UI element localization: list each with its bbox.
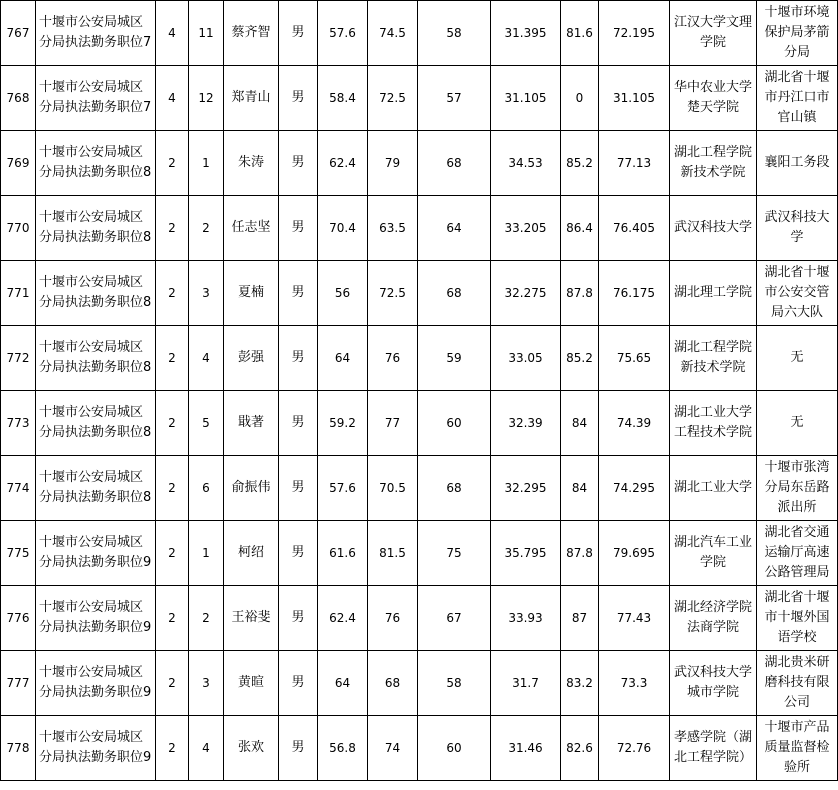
interview-score-cell: 84	[561, 391, 599, 456]
gender-cell: 男	[279, 326, 318, 391]
rank-cell: 6	[189, 456, 224, 521]
score3-cell: 68	[418, 131, 491, 196]
quota-cell: 4	[156, 66, 189, 131]
gender-cell: 男	[279, 716, 318, 781]
school-cell: 湖北工业大学	[670, 456, 757, 521]
school-cell: 湖北理工学院	[670, 261, 757, 326]
school-cell: 湖北工程学院新技术学院	[670, 326, 757, 391]
interview-score-cell: 87.8	[561, 521, 599, 586]
gender-cell: 男	[279, 586, 318, 651]
school-cell: 湖北汽车工业学院	[670, 521, 757, 586]
score3-cell: 58	[418, 1, 491, 66]
total-score-cell: 76.405	[599, 196, 670, 261]
school-cell: 华中农业大学楚天学院	[670, 66, 757, 131]
score3-cell: 59	[418, 326, 491, 391]
work-unit-cell: 无	[757, 391, 838, 456]
score3-cell: 67	[418, 586, 491, 651]
name-cell: 彭强	[224, 326, 279, 391]
table-row	[1, 391, 838, 456]
rank-cell: 12	[189, 66, 224, 131]
quota-cell: 2	[156, 716, 189, 781]
total-score-cell: 75.65	[599, 326, 670, 391]
table-row	[1, 196, 838, 261]
position-cell: 十堰市公安局城区分局执法勤务职位7	[36, 1, 156, 66]
interview-score-cell: 85.2	[561, 326, 599, 391]
quota-cell: 2	[156, 456, 189, 521]
seq-cell: 777	[1, 651, 36, 716]
gender-cell: 男	[279, 66, 318, 131]
quota-cell: 2	[156, 651, 189, 716]
written-score-cell: 31.7	[491, 651, 561, 716]
school-cell: 孝感学院（湖北工程学院）	[670, 716, 757, 781]
score1-cell: 57.6	[318, 456, 368, 521]
written-score-cell: 32.39	[491, 391, 561, 456]
seq-cell: 778	[1, 716, 36, 781]
score2-cell: 76	[368, 326, 418, 391]
rank-cell: 2	[189, 196, 224, 261]
score3-cell: 64	[418, 196, 491, 261]
score3-cell: 68	[418, 261, 491, 326]
gender-cell: 男	[279, 391, 318, 456]
school-cell: 武汉科技大学城市学院	[670, 651, 757, 716]
score3-cell: 57	[418, 66, 491, 131]
position-cell: 十堰市公安局城区分局执法勤务职位8	[36, 456, 156, 521]
table-row	[1, 131, 838, 196]
table-row	[1, 521, 838, 586]
written-score-cell: 33.93	[491, 586, 561, 651]
score2-cell: 72.5	[368, 261, 418, 326]
score2-cell: 77	[368, 391, 418, 456]
name-cell: 蔡齐智	[224, 1, 279, 66]
rank-cell: 5	[189, 391, 224, 456]
rank-cell: 2	[189, 586, 224, 651]
work-unit-cell: 湖北省十堰市丹江口市官山镇	[757, 66, 838, 131]
written-score-cell: 33.205	[491, 196, 561, 261]
interview-score-cell: 0	[561, 66, 599, 131]
written-score-cell: 32.275	[491, 261, 561, 326]
score1-cell: 64	[318, 326, 368, 391]
gender-cell: 男	[279, 131, 318, 196]
table-row	[1, 261, 838, 326]
score2-cell: 74.5	[368, 1, 418, 66]
position-cell: 十堰市公安局城区分局执法勤务职位9	[36, 586, 156, 651]
position-cell: 十堰市公安局城区分局执法勤务职位7	[36, 66, 156, 131]
table-row	[1, 586, 838, 651]
seq-cell: 771	[1, 261, 36, 326]
total-score-cell: 72.76	[599, 716, 670, 781]
score1-cell: 57.6	[318, 1, 368, 66]
table-body	[1, 1, 838, 781]
score1-cell: 56	[318, 261, 368, 326]
written-score-cell: 34.53	[491, 131, 561, 196]
table-row	[1, 716, 838, 781]
score3-cell: 60	[418, 391, 491, 456]
position-cell: 十堰市公安局城区分局执法勤务职位8	[36, 131, 156, 196]
quota-cell: 4	[156, 1, 189, 66]
seq-cell: 776	[1, 586, 36, 651]
score2-cell: 74	[368, 716, 418, 781]
quota-cell: 2	[156, 261, 189, 326]
quota-cell: 2	[156, 586, 189, 651]
total-score-cell: 74.295	[599, 456, 670, 521]
name-cell: 张欢	[224, 716, 279, 781]
work-unit-cell: 湖北省交通运输厅高速公路管理局	[757, 521, 838, 586]
name-cell: 夏楠	[224, 261, 279, 326]
written-score-cell: 31.46	[491, 716, 561, 781]
gender-cell: 男	[279, 196, 318, 261]
score1-cell: 62.4	[318, 586, 368, 651]
position-cell: 十堰市公安局城区分局执法勤务职位8	[36, 391, 156, 456]
rank-cell: 4	[189, 326, 224, 391]
name-cell: 柯绍	[224, 521, 279, 586]
score2-cell: 79	[368, 131, 418, 196]
score2-cell: 76	[368, 586, 418, 651]
position-cell: 十堰市公安局城区分局执法勤务职位9	[36, 716, 156, 781]
work-unit-cell: 湖北贵米研磨科技有限公司	[757, 651, 838, 716]
score2-cell: 70.5	[368, 456, 418, 521]
name-cell: 郑青山	[224, 66, 279, 131]
seq-cell: 767	[1, 1, 36, 66]
name-cell: 朱涛	[224, 131, 279, 196]
written-score-cell: 31.395	[491, 1, 561, 66]
school-cell: 湖北工程学院新技术学院	[670, 131, 757, 196]
quota-cell: 2	[156, 131, 189, 196]
school-cell: 湖北经济学院法商学院	[670, 586, 757, 651]
total-score-cell: 73.3	[599, 651, 670, 716]
rank-cell: 4	[189, 716, 224, 781]
work-unit-cell: 十堰市产品质量监督检验所	[757, 716, 838, 781]
work-unit-cell: 湖北省十堰市十堰外国语学校	[757, 586, 838, 651]
score1-cell: 64	[318, 651, 368, 716]
name-cell: 任志坚	[224, 196, 279, 261]
score1-cell: 70.4	[318, 196, 368, 261]
table-row	[1, 1, 838, 66]
quota-cell: 2	[156, 196, 189, 261]
score1-cell: 59.2	[318, 391, 368, 456]
seq-cell: 773	[1, 391, 36, 456]
seq-cell: 770	[1, 196, 36, 261]
rank-cell: 3	[189, 261, 224, 326]
school-cell: 湖北工业大学工程技术学院	[670, 391, 757, 456]
total-score-cell: 74.39	[599, 391, 670, 456]
work-unit-cell: 无	[757, 326, 838, 391]
interview-score-cell: 81.6	[561, 1, 599, 66]
score2-cell: 63.5	[368, 196, 418, 261]
interview-score-cell: 84	[561, 456, 599, 521]
gender-cell: 男	[279, 261, 318, 326]
total-score-cell: 79.695	[599, 521, 670, 586]
name-cell: 俞振伟	[224, 456, 279, 521]
table-row	[1, 66, 838, 131]
position-cell: 十堰市公安局城区分局执法勤务职位8	[36, 196, 156, 261]
total-score-cell: 77.43	[599, 586, 670, 651]
work-unit-cell: 湖北省十堰市公安交管局六大队	[757, 261, 838, 326]
rank-cell: 1	[189, 521, 224, 586]
interview-score-cell: 87.8	[561, 261, 599, 326]
position-cell: 十堰市公安局城区分局执法勤务职位9	[36, 521, 156, 586]
score3-cell: 58	[418, 651, 491, 716]
school-cell: 江汉大学文理学院	[670, 1, 757, 66]
total-score-cell: 31.105	[599, 66, 670, 131]
seq-cell: 774	[1, 456, 36, 521]
rank-cell: 11	[189, 1, 224, 66]
score2-cell: 68	[368, 651, 418, 716]
score1-cell: 58.4	[318, 66, 368, 131]
work-unit-cell: 襄阳工务段	[757, 131, 838, 196]
seq-cell: 775	[1, 521, 36, 586]
score3-cell: 68	[418, 456, 491, 521]
interview-score-cell: 83.2	[561, 651, 599, 716]
name-cell: 王裕斐	[224, 586, 279, 651]
score1-cell: 61.6	[318, 521, 368, 586]
quota-cell: 2	[156, 521, 189, 586]
seq-cell: 769	[1, 131, 36, 196]
total-score-cell: 77.13	[599, 131, 670, 196]
position-cell: 十堰市公安局城区分局执法勤务职位8	[36, 326, 156, 391]
table-row	[1, 456, 838, 521]
name-cell: 黄暄	[224, 651, 279, 716]
score3-cell: 60	[418, 716, 491, 781]
rank-cell: 3	[189, 651, 224, 716]
total-score-cell: 72.195	[599, 1, 670, 66]
school-cell: 武汉科技大学	[670, 196, 757, 261]
table-row	[1, 326, 838, 391]
total-score-cell: 76.175	[599, 261, 670, 326]
score1-cell: 56.8	[318, 716, 368, 781]
gender-cell: 男	[279, 521, 318, 586]
name-cell: 戢著	[224, 391, 279, 456]
score2-cell: 72.5	[368, 66, 418, 131]
gender-cell: 男	[279, 651, 318, 716]
score2-cell: 81.5	[368, 521, 418, 586]
position-cell: 十堰市公安局城区分局执法勤务职位8	[36, 261, 156, 326]
interview-score-cell: 86.4	[561, 196, 599, 261]
written-score-cell: 32.295	[491, 456, 561, 521]
score3-cell: 75	[418, 521, 491, 586]
table-row	[1, 651, 838, 716]
quota-cell: 2	[156, 391, 189, 456]
rank-cell: 1	[189, 131, 224, 196]
written-score-cell: 35.795	[491, 521, 561, 586]
score1-cell: 62.4	[318, 131, 368, 196]
work-unit-cell: 十堰市张湾分局东岳路派出所	[757, 456, 838, 521]
quota-cell: 2	[156, 326, 189, 391]
gender-cell: 男	[279, 456, 318, 521]
written-score-cell: 31.105	[491, 66, 561, 131]
written-score-cell: 33.05	[491, 326, 561, 391]
gender-cell: 男	[279, 1, 318, 66]
interview-score-cell: 85.2	[561, 131, 599, 196]
position-cell: 十堰市公安局城区分局执法勤务职位9	[36, 651, 156, 716]
work-unit-cell: 武汉科技大学	[757, 196, 838, 261]
seq-cell: 768	[1, 66, 36, 131]
interview-score-cell: 87	[561, 586, 599, 651]
seq-cell: 772	[1, 326, 36, 391]
work-unit-cell: 十堰市环境保护局茅箭分局	[757, 1, 838, 66]
interview-score-cell: 82.6	[561, 716, 599, 781]
